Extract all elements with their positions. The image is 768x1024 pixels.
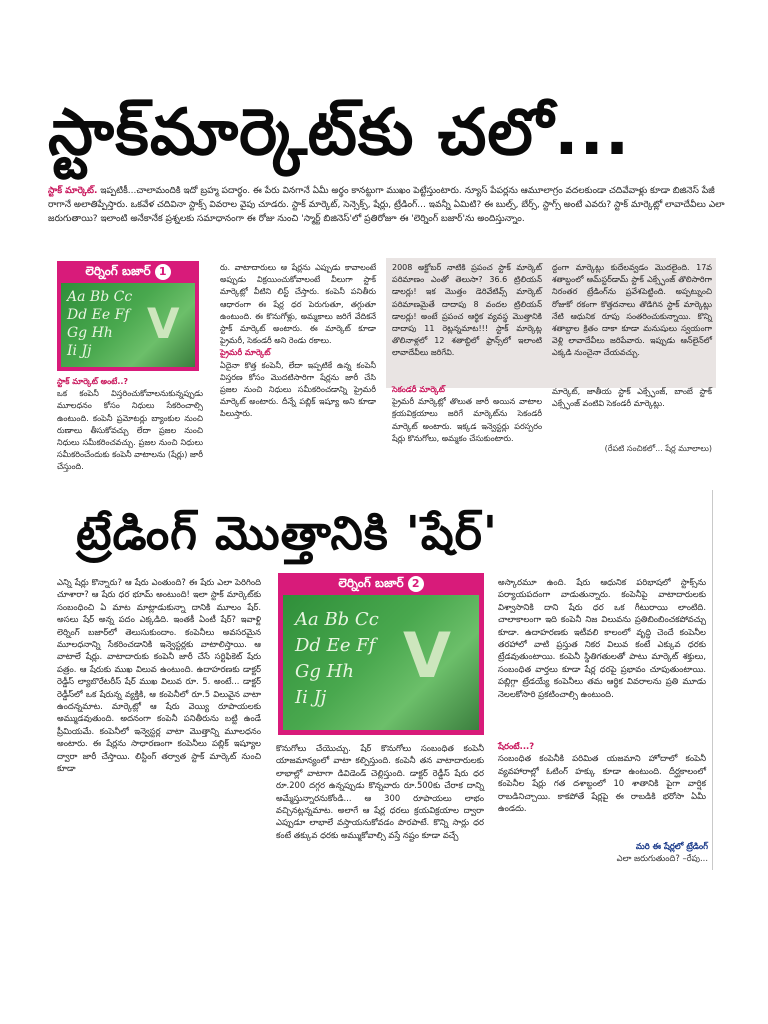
photo1-letters-row3: Gg Hh <box>67 325 113 341</box>
story1-intro-body: ఇప్పటికీ...చాలామందికి ఇదో బ్రహ్మ పదార్థం. ఈ పేరు వినగానే ఏమీ అర్థం కానట్టుగా ముఖం పెట్టేస్తుంటారు. న్యూస్‌ పేపర్లను ఆమూలాగ్రం వదలకుండా చదివేవాళ్లు కూడా బిజినెస్‌ పేజీ రాగానే అలాతిప్పేస్తారు. ఒకవేళ చదివినా స్టాక్స్‌ వివరాల వైపు చూడరు. స్టాక్‌ మార్కెట్‌, సెన్సెక్స్‌, షేర్లు, ట్రేడింగ్‌... ఇవన్నీ ఏమిటి? ఈ బుల్స్‌, బేర్స్‌, స్టాగ్స్‌ అంటే ఎవరు? స్టాక్‌ మార్కెట్లో లావాదేవీలు ఎలా జరుగుతాయి? ఇలాంటి అనేకానేక ప్రశ్నలకు సమాధానంగా ఈ రోజు నుంచి 'స్మార్ట్‌ బిజినెస్‌'లో ప్రతిరోజూ ఈ 'లెర్నింగ్‌ బజార్‌'ను అందిస్తున్నాం. <box>48 186 725 224</box>
story1-col1-body: ఒక కంపెనీ విస్తరించుకోవాలనుకున్నప్పుడు మూలధనం కోసం నిధులు సేకరించాల్సి ఉంటుంది. కంపెనీ ప్రమోటర్లు బ్యాంకుల నుంచి రుణాలు తీసుకోవచ్చు లేదా ప్రజల నుంచి నిధులు సమీకరించవచ్చు. ప్రజల నుంచి నిధులు సమీకరించేందుకు కంపెనీ వాటాలను (షేర్లు) జారీ చేస్తుంది. <box>57 389 204 472</box>
chalkboard-photo-1 <box>57 283 199 371</box>
story2-col3-body: అస్కారమూ ఉంది. షేరు ఆధునిక పరిభాషలో స్టాక్స్‌ను పర్యాయపదంగా వాడుతున్నారు. కంపెనీపై వాటాదారులకు విశ్వాసానికి దాని షేరు ధర ఒక గీటురాయి లాంటిది. చాలాకాలంగా ఇది కంపెనీ నిజ విలువను ప్రతిబింబించకపోవచ్చు కూడా. ఉదాహరణకు ఇటీవలి కాలంలో వృద్ధి చెందే కంపెనీల తరహాలో వాటి ప్రస్తుత నికర విలువ కంటే ఎక్కువ ధరకు ట్రేడవుతుంటాయి. కంపెనీ స్థితిగతులతో పాటు మార్కెట్‌ శక్తులు, సంబంధిత వార్తలు కూడా షేర్ల ధరపై ప్రభావం చూపుతుంటాయి. పబ్లిగ్గా ట్రేడయ్యే కంపెనీలు తమ ఆర్థిక వివరాలను ప్రతి మూడు నెలలకోసారి ప్రకటించాల్సి ఉంటుంది. <box>498 577 706 699</box>
story2-col1 <box>57 576 261 864</box>
story2-next-teaser-line2: ఎలా జరుగుతుంది? –రేపు... <box>616 853 708 863</box>
badge-1-number: 1 <box>155 264 171 280</box>
story1-col2-body: రు. వాటాదారులు ఆ షేర్లను ఎప్పుడు కావాలంటే అప్పుడు విక్రయించుకోవాలంటే వీలుగా స్టాక్‌ మార్కెట్లో వీటిని లిస్ట్‌ చేస్తారు. కంపెనీ పనితీరు ఆధారంగా ఈ షేర్ల ధర పెరుగుతూ, తగ్గుతూ ఉంటుంది. ఈ కొనుగోళ్లు, అమ్మకాలు జరిగే వేదికనే స్టాక్‌ మార్కెట్‌ అంటారు. ఈ మార్కెట్‌ కూడా ప్రైమరీ, సెకండరీ అని రెండు రకాలు. <box>220 263 376 346</box>
learning-bazaar-badge-1 <box>57 261 199 283</box>
photo2-letters-row2: Dd Ee Ff <box>295 635 376 656</box>
story1-col4-body2: మార్కెట్‌, జాతీయ స్టాక్‌ ఎక్స్ఛేంజ్‌, బాంబే స్టాక్‌ ఎక్స్ఛేంజ్‌ వంటివి సెకండరీ మార్కెట్లు. <box>552 387 712 409</box>
photo2-letters-row4: Ii Jj <box>295 687 327 708</box>
story2-next-teaser-line1: మరి ఈ షేర్లలో ట్రేడింగ్‌ <box>635 841 708 851</box>
chalkboard-photo-2 <box>278 595 484 735</box>
story1-col3 <box>392 262 542 458</box>
photo2-v-mark: V <box>403 619 451 692</box>
story1-col2 <box>220 262 376 462</box>
story2-col1-body: ఎన్ని షేర్లు కొన్నారు? ఆ షేరు ఎంతుంది? ఈ షేరు ఎలా పెరిగింది చూశారా? ఆ షేరు ధర భూమ్‌ అంటుంది! ఇలా స్టాక్‌ మార్కెట్‌కు సంబంధించి ఏ మాట మాట్లాడుకున్నా దానికి మూలం షేర్‌. అసలు షేర్‌ అన్న పదం ఎక్కడిది. ఇంతకీ ఏంటీ షేర్‌? ఇవాళ్టి లెర్నింగ్‌ బజార్‌లో తెలుసుకుందాం. కంపెనీలు అవసరమైన మూలధనాన్ని సేకరించడానికి ఇన్వెస్టర్లకు వాటాలిస్తాయి. ఆ వాటాలే షేర్లు. వాటాదారుకు కంపెనీ జారీ చేసే సర్టిఫికెట్‌ షేరు పత్రం. ఆ షేరుకు ముఖ విలువ ఉంటుంది. ఉదాహరణకు డాక్టర్‌ రెడ్డీస్‌ ల్యాబొరేటరీస్‌ షేర్‌ ముఖ విలువ రూ. 5. అంటే... డాక్టర్‌ రెడ్డీస్‌లో ఒక షేరున్న వ్యక్తికి, ఆ కంపెనీలో రూ.5 విలువైన వాటా ఉందన్నమాట. మార్కెట్లో ఆ షేరు వెయ్యి రూపాయలకు అమ్ముడవుతుంది. అదనంగా కంపెనీ పనితీరును బట్టి ఉండే ప్రీమియమే. కంపెనీలో ఇన్వెస్టర్ల వాటా మొత్తాన్ని మూలధనం అంటారు. ఈ షేర్లను సాధారణంగా కంపెనీలు పబ్లిక్‌ ఇష్యూల ద్వారా జారీ చేస్తాయి. లిస్టింగ్‌ తర్వాత స్టాక్‌ మార్కెట్‌ నుంచి కూడా <box>57 577 261 774</box>
story2-col3-subhead: షేరంటే...? <box>498 741 535 751</box>
photo1-letters-row2: Dd Ee Ff <box>67 307 130 323</box>
story2-headline: ట్రేడింగ్‌ మొత్తానికి 'షేర్‌' <box>76 506 499 560</box>
story1-col2-body2: ఏదైనా కొత్త కంపెనీ, లేదా ఇప్పటికే ఉన్న కంపెనీ విస్తరణ కోసం మొదటిసారిగా షేర్లను జారీ చేసి ప్రజల నుంచి నిధులు సమీకరించడాన్ని ప్రైమరీ మార్కెట్‌ అంటారు. దీన్నే పబ్లిక్‌ ఇష్యూ అని కూడా పిలుస్తారు. <box>220 360 376 419</box>
story2-next-teaser <box>560 840 708 866</box>
story2-col2 <box>276 742 484 864</box>
photo1-letters-row4: Ii Jj <box>67 343 92 359</box>
story1-col3-body: 2008 అక్టోబర్‌ నాటికి ప్రపంచ స్టాక్‌ మార్కెట్‌ పరిమాణం ఎంతో తెలుసా? 36.6 ట్రిలియన్‌ డాలర్లు! ఇక మొత్తం డెరివేటివ్స్‌ మార్కెట్‌ పరిమాణమైతే దాదాపు 8 వందల ట్రిలియన్‌ డాలర్లు! అంటే ప్రపంచ ఆర్థిక వ్యవస్థ మొత్తానికి దాదాపు 11 రెట్లన్నమాట!!! స్టాక్‌ మార్కెట్ల తొలినాళ్లలో 12 శతాబ్దిలో ఫ్రాన్స్‌లో ఇలాంటి లావాదేవీలు జరిగేవి. <box>392 263 542 358</box>
photo1-v-mark: V <box>147 299 180 348</box>
photo2-letters-row1: Aa Bb Cc <box>295 609 379 630</box>
story1-headline: స్టాక్‌మార్కెట్‌కు చలో... <box>48 96 631 170</box>
story1-intro-lead: స్టాక్‌ మార్కెట్‌. <box>48 186 98 196</box>
learning-bazaar-badge-2 <box>278 573 484 595</box>
story1-credit: (రేపటి సంచికలో... షేర్ల మూలాలు) <box>604 444 712 453</box>
story1-col1 <box>57 376 204 472</box>
badge-2-number: 2 <box>408 576 424 592</box>
story1-col4 <box>552 262 712 438</box>
photo1-letters-row1: Aa Bb Cc <box>67 289 133 305</box>
story1-col2-subhead: ప్రైమరీ మార్కెట్‌ <box>220 348 271 358</box>
story1-intro <box>48 184 728 244</box>
story1-col4-body: ద్దంగా మార్కెట్లు కుదేలవ్వడం మొదలైంది. 17వ శతాబ్దంలో ఆమ్‌స్టర్‌డామ్‌ స్టాక్‌ ఎక్స్ఛేంజ్‌ తొలిసారిగా నిరంతర ట్రేడింగ్‌ను ప్రవేశపెట్టింది. అప్పట్నుంచి రోజుకో రకంగా కొత్తదనాలు తొడిగిన స్టాక్‌ మార్కెట్లు నేటి ఆధునిక రూపు సంతరించుకున్నాయి. కొన్ని శతాబ్దాల క్రితం దాకా కూడా మనుషులు స్వయంగా వెళ్లి లావాదేవీలు జరిపేవారు. ఇప్పుడు ఆన్‌లైన్‌లో ఎక్కడి నుంచైనా చేయవచ్చు. <box>552 263 712 358</box>
badge-1-label: లెర్నింగ్‌ బజార్‌ <box>85 264 151 278</box>
story2-col2-body: కొనుగోలు చేయొచ్చు. షేర్‌ కొనుగోలు సంబంధిత కంపెనీ యాజమాన్యంలో వాటా కల్పిస్తుంది. కంపెనీ తన వాటాదారులకు లాభాల్లో వాటాగా డివిడెండ్‌ చెల్లిస్తుంది. డాక్టర్‌ రెడ్డీస్‌ షేరు ధర రూ.200 దగ్గర ఉన్నప్పుడు కొన్నవారు రూ.500కు చేరాక దాన్ని అమ్మేస్తున్నారనుకోండి... ఆ 300 రూపాయలు లాభం వచ్చినట్లన్నమాట. అలాగే ఆ షేర్ల ధరలు క్రయవిక్రయాల ద్వారా ఎప్పుడూ లాభాలే వస్తాయనుకోవడం పొరపాటే. కొన్ని సార్లు ధర కంటే తక్కువ ధరకు అమ్ముకోవాల్సి వస్తే నష్టం కూడా వచ్చే <box>276 743 484 840</box>
story1-col1-subhead: స్టాక్‌ మార్కెట్‌ అంటే..? <box>57 377 129 386</box>
badge-2-label: లెర్నింగ్‌ బజార్‌ <box>338 576 404 590</box>
story2-col3 <box>498 576 706 840</box>
section-divider-line <box>712 490 713 870</box>
story1-col3-body2: ప్రైమరీ మార్కెట్లో తొలుత జారీ అయిన వాటాల క్రయవిక్రయాలు జరిగే మార్కెట్‌ను సెకండరీ మార్కెట్‌ అంటారు. ఇక్కడ ఇన్వెస్టర్లు పరస్పరం షేర్లు కొనుగోలు, అమ్మకం చేసుకుంటారు. <box>392 397 542 443</box>
story2-col3-body2: సంబంధిత కంపెనీకి పరిమిత యజమాని హోదాలో కంపెనీ వ్యవహారాల్లో ఓటింగ్‌ హక్కు కూడా ఉంటుంది. దీర్ఘకాలంలో కంపెనీల షేర్లు గత దశాబ్దంలో 10 శాతానికి పైగా వార్షిక రాబడినిచ్చాయి. కాకపోతే షేర్లపై ఈ రాబడికి భరోసా ఏమీ ఉండదు. <box>498 753 706 814</box>
story1-col3-subhead: సెకండరీ మార్కెట్‌ <box>392 385 445 394</box>
photo2-letters-row3: Gg Hh <box>295 661 354 682</box>
